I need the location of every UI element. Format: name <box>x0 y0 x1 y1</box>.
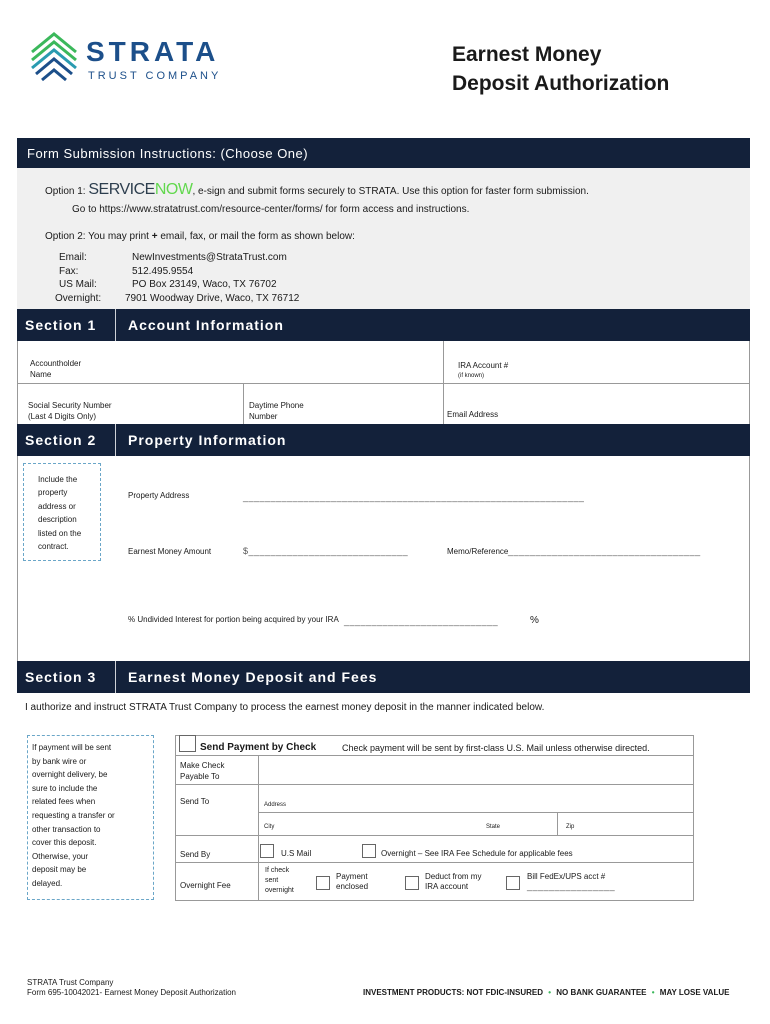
bill-fedex-checkbox[interactable] <box>506 876 520 890</box>
contact-value[interactable]: NewInvestments@StrataTrust.com <box>132 252 287 263</box>
contact-email <box>55 251 299 265</box>
divider <box>243 383 244 424</box>
check-title: Send Payment by Check <box>200 742 317 753</box>
phone-line-2: Number <box>249 412 278 421</box>
if-check-label <box>265 866 294 896</box>
if-check-line: overnight <box>265 887 294 894</box>
ssn-field[interactable] <box>120 390 238 420</box>
divider <box>258 812 694 813</box>
contact-label: Fax: <box>59 265 79 277</box>
bullet-icon: • <box>651 988 655 997</box>
option-2 <box>45 231 355 242</box>
footer-left <box>27 978 236 998</box>
title-line-1: Earnest Money <box>452 43 602 66</box>
address-field[interactable] <box>300 787 690 809</box>
logo-subtitle: TRUST COMPANY <box>88 70 222 82</box>
accountholder-field[interactable] <box>90 356 440 380</box>
deduct-line: Deduct from my <box>425 872 482 881</box>
divider <box>258 755 259 901</box>
divider <box>175 755 694 756</box>
if-check-line: If check <box>265 867 290 874</box>
disclaimer-b: NO BANK GUARANTEE <box>556 988 647 997</box>
city-label: City <box>264 824 275 830</box>
note-line: cover this deposit. <box>32 838 97 848</box>
zip-label: Zip <box>566 824 575 830</box>
deduct-ira-label <box>425 872 481 892</box>
phone-label <box>249 400 304 422</box>
note-line: property <box>38 488 68 498</box>
earnest-amount-field[interactable]: $_____________________________ <box>243 546 409 556</box>
contact-label: Overnight: <box>55 292 102 304</box>
divider <box>17 383 750 384</box>
note-line: other transaction to <box>32 824 101 834</box>
option-1-goto[interactable]: Go to https://www.stratatrust.com/resource-center/forms/ for form access and instructions. <box>72 204 470 215</box>
memo-label: Memo/Reference <box>447 547 509 556</box>
deduct-ira-checkbox[interactable] <box>405 876 419 890</box>
if-check-line: sent <box>265 877 279 884</box>
accountholder-label <box>30 358 81 380</box>
instructions-heading: Form Submission Instructions: (Choose One) <box>27 146 309 161</box>
us-mail-checkbox[interactable] <box>260 844 274 858</box>
ssn-line-1: Social Security Number <box>28 401 112 410</box>
divider <box>175 862 694 863</box>
note-line: listed on the <box>38 528 82 538</box>
undivided-interest-field[interactable]: ____________________________ <box>344 616 499 626</box>
plus-icon: + <box>151 231 158 242</box>
logo-name: STRATA <box>86 36 220 67</box>
strata-logo-icon <box>28 30 80 86</box>
address-label: Address <box>264 802 287 808</box>
option-1-text: , e-sign and submit forms securely to STRATA. Use this option for faster form submission. <box>192 186 589 197</box>
option-1 <box>45 181 589 199</box>
note-line: Include the <box>38 475 78 484</box>
section-3-header <box>17 661 750 693</box>
section-2-label: Section 2 <box>25 432 97 448</box>
earnest-amount-label: Earnest Money Amount <box>128 547 212 556</box>
contact-fax <box>55 265 299 279</box>
contact-value: 512.495.9554 <box>132 265 194 277</box>
payment-enclosed-line: Payment <box>336 872 368 881</box>
note-line: sure to include the <box>32 783 98 793</box>
section-2-body <box>17 456 750 661</box>
section-2-note <box>23 463 101 561</box>
note-line: by bank wire or <box>32 756 87 766</box>
footer-disclaimer <box>363 988 729 997</box>
contact-list <box>55 251 299 305</box>
memo-field[interactable]: ___________________________________ <box>508 546 701 556</box>
section-1-title: Account Information <box>128 317 284 333</box>
zip-field[interactable] <box>580 815 690 833</box>
send-by-label: Send By <box>180 850 211 859</box>
ira-known-label: (if known) <box>458 373 485 379</box>
section-3-note <box>27 735 154 900</box>
state-label: State <box>486 824 501 830</box>
divider <box>175 835 694 836</box>
contact-value: 7901 Woodway Drive, Waco, TX 76712 <box>125 292 300 304</box>
city-field[interactable] <box>280 815 480 833</box>
bill-fedex-field[interactable]: ________________ <box>527 881 616 891</box>
ira-account-label: IRA Account # <box>458 361 509 370</box>
email-field[interactable] <box>500 390 745 420</box>
property-address-field[interactable]: ______________________________________________________________ <box>243 492 585 502</box>
undivided-interest-label: % Undivided Interest for portion being acquired by your IRA <box>128 615 339 624</box>
ssn-label <box>28 400 112 422</box>
note-line: delayed. <box>32 878 63 888</box>
footer-company: STRATA Trust Company <box>27 978 114 987</box>
option-1-label: Option 1: <box>45 186 86 197</box>
logo <box>28 30 238 90</box>
note-line: deposit may be <box>32 865 87 875</box>
section-3-label: Section 3 <box>25 669 97 685</box>
title-line-2: Deposit Authorization <box>452 72 670 95</box>
payable-to-label <box>180 760 224 782</box>
contact-label: Email: <box>59 252 87 263</box>
ira-account-field[interactable] <box>520 356 745 380</box>
page-title <box>452 40 669 98</box>
overnight-checkbox[interactable] <box>362 844 376 858</box>
contact-overnight <box>55 292 299 306</box>
option-2-text-a: Option 2: You may print <box>45 231 149 242</box>
section-divider <box>115 424 116 456</box>
section-1-header <box>17 309 750 341</box>
footer-form: Form 695-10042021- Earnest Money Deposit Authorization <box>27 988 237 997</box>
instructions-header <box>17 138 750 168</box>
note-line: Otherwise, your <box>32 851 89 861</box>
us-mail-label: U.S Mail <box>281 849 312 858</box>
option-2-text-b: email, fax, or mail the form as shown below: <box>160 231 355 242</box>
bill-fedex-label: Bill FedEx/UPS acct # <box>527 872 606 881</box>
payment-enclosed-line: enclosed <box>336 882 369 891</box>
divider <box>175 784 694 785</box>
divider <box>557 812 558 835</box>
note-line: requesting a transfer or <box>32 810 115 820</box>
accountholder-line-1: Accountholder <box>30 359 82 368</box>
overnight-label: Overnight – See IRA Fee Schedule for applicable fees <box>381 849 573 858</box>
phone-field[interactable] <box>310 390 438 420</box>
contact-value: PO Box 23149, Waco, TX 76702 <box>132 279 277 290</box>
bullet-icon: • <box>548 988 552 997</box>
section-2-title: Property Information <box>128 432 287 448</box>
property-address-label: Property Address <box>128 491 190 500</box>
check-description: Check payment will be sent by first-class U.S. Mail unless otherwise directed. <box>342 743 650 753</box>
disclaimer-c: MAY LOSE VALUE <box>659 988 730 997</box>
payable-line-1: Make Check <box>180 761 225 770</box>
servicenow-logo[interactable] <box>88 181 192 198</box>
section-1-label: Section 1 <box>25 317 97 333</box>
contact-mail <box>55 278 299 292</box>
section-divider <box>115 309 116 341</box>
overnight-fee-label: Overnight Fee <box>180 881 231 890</box>
payable-line-2: Payable To <box>180 772 220 781</box>
ssn-line-2: (Last 4 Digits Only) <box>28 412 97 421</box>
payment-enclosed-label <box>336 872 368 892</box>
section-2-header <box>17 424 750 456</box>
payable-to-field[interactable] <box>262 758 690 782</box>
note-line: address or <box>38 501 76 511</box>
send-to-label: Send To <box>180 797 210 806</box>
email-label: Email Address <box>447 410 499 419</box>
deduct-line: IRA account <box>425 882 469 891</box>
authorize-text: I authorize and instruct STRATA Trust Company to process the earnest money deposit in the manner indicated below. <box>25 702 545 713</box>
note-line: contract. <box>38 542 69 552</box>
contact-label: US Mail: <box>59 279 97 290</box>
percent-sign: % <box>530 615 539 626</box>
note-line: If payment will be sent <box>32 743 112 752</box>
state-field[interactable] <box>505 815 555 833</box>
note-line: overnight delivery, be <box>32 770 108 780</box>
send-by-check-checkbox[interactable] <box>179 735 196 752</box>
note-line: description <box>38 515 77 525</box>
accountholder-line-2: Name <box>30 370 52 379</box>
section-divider <box>115 661 116 693</box>
servicenow-logo-a: SERVICE <box>88 181 155 198</box>
note-line: related fees when <box>32 797 96 807</box>
phone-line-1: Daytime Phone <box>249 401 304 410</box>
servicenow-logo-b: NOW <box>154 181 193 198</box>
section-3-title: Earnest Money Deposit and Fees <box>128 669 378 685</box>
payment-enclosed-checkbox[interactable] <box>316 876 330 890</box>
disclaimer-a: INVESTMENT PRODUCTS: NOT FDIC-INSURED <box>363 988 543 997</box>
